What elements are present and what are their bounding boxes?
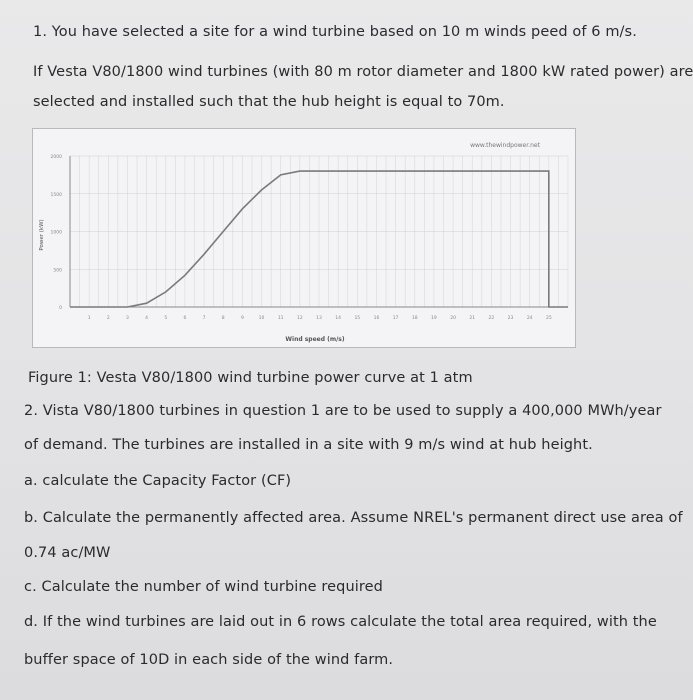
x-tick-label: 23 <box>507 316 514 321</box>
x-tick-label: 12 <box>296 316 303 321</box>
x-tick-label: 15 <box>354 316 361 321</box>
power-curve-figure <box>32 128 576 348</box>
x-tick-labels <box>88 315 552 321</box>
x-tick-label: 11 <box>277 316 284 321</box>
x-tick-label: 25 <box>545 316 552 321</box>
question-1-line-1: 1. You have selected a site for a wind turbine based on 10 m winds peed of 6 m/s. <box>33 24 637 40</box>
power-curve-chart <box>33 129 575 347</box>
chart-grid <box>70 156 568 307</box>
figure-caption: Figure 1: Vesta V80/1800 wind turbine power curve at 1 atm <box>28 370 473 386</box>
question-2d-line-2: buffer space of 10D in each side of the wind farm. <box>24 652 394 668</box>
x-tick-label: 16 <box>373 316 380 321</box>
question-2d-line-1: d. If the wind turbines are laid out in 6 rows calculate the total area required, with the <box>24 614 657 630</box>
question-2-intro-line-2: of demand. The turbines are installed in a site with 9 m/s wind at hub height. <box>24 437 593 453</box>
x-tick-label: 9 <box>240 316 244 321</box>
question-2a: a. calculate the Capacity Factor (CF) <box>24 473 292 489</box>
x-tick-label: 10 <box>258 316 265 321</box>
y-tick-label: 2000 <box>50 155 62 160</box>
y-tick-label: 1500 <box>50 192 62 198</box>
x-tick-label: 7 <box>202 316 206 321</box>
question-1-line-2: If Vesta V80/1800 wind turbines (with 80 m rotor diameter and 1800 kW rated power) are <box>33 64 693 80</box>
x-axis-label: Wind speed (m/s) <box>285 336 345 343</box>
y-tick-labels <box>51 154 63 311</box>
x-tick-label: 2 <box>106 316 110 321</box>
x-tick-label: 1 <box>87 316 91 321</box>
chart-watermark: www.thewindpower.net <box>470 142 540 149</box>
question-1-line-3: selected and installed such that the hub height is equal to 70m. <box>33 94 505 110</box>
x-tick-label: 17 <box>392 316 399 321</box>
x-tick-label: 24 <box>526 316 533 321</box>
x-tick-label: 19 <box>431 316 437 321</box>
x-tick-label: 8 <box>221 316 225 321</box>
y-tick-label: 0 <box>59 306 62 311</box>
question-2c: c. Calculate the number of wind turbine required <box>24 579 383 595</box>
x-tick-label: 22 <box>488 316 495 321</box>
x-tick-label: 5 <box>164 316 168 321</box>
x-tick-label: 14 <box>335 316 342 321</box>
x-tick-label: 3 <box>126 316 129 321</box>
x-tick-label: 6 <box>183 316 187 321</box>
x-tick-label: 21 <box>469 316 476 321</box>
question-2-intro-line-1: 2. Vista V80/1800 turbines in question 1 are to be used to supply a 400,000 MWh/year <box>24 403 662 419</box>
y-tick-label: 500 <box>53 268 62 274</box>
y-tick-label: 1000 <box>50 230 62 236</box>
x-tick-label: 4 <box>145 316 149 321</box>
question-2b-line-1: b. Calculate the permanently affected area. Assume NREL's permanent direct use area of <box>24 510 683 526</box>
x-tick-label: 18 <box>411 316 418 321</box>
x-tick-label: 13 <box>316 316 322 321</box>
question-2b-line-2: 0.74 ac/MW <box>24 545 111 561</box>
y-axis-label: Power (kW) <box>39 219 45 251</box>
x-tick-label: 20 <box>450 316 456 321</box>
